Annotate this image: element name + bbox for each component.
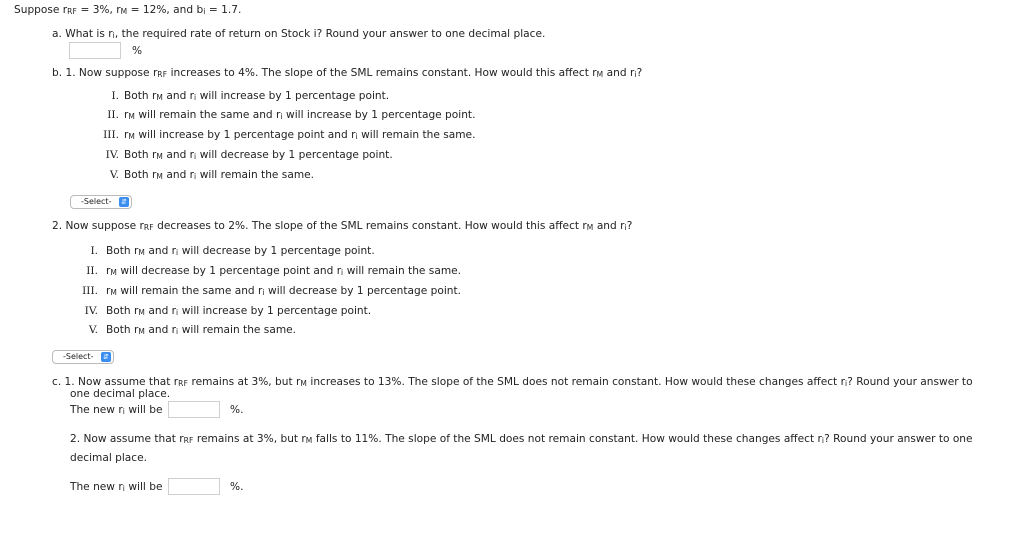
answer-c2-label [70, 480, 162, 495]
answer-c2-input[interactable] [168, 478, 220, 495]
text-segment: a. What is r [52, 28, 113, 40]
option-text [124, 148, 393, 163]
subscript: RF [178, 379, 189, 388]
text-segment: Both r [106, 324, 139, 336]
text-segment: ? Round your answer to [847, 376, 973, 388]
text-segment: will decrease by 1 percentage point and r [117, 265, 342, 277]
option-text [124, 128, 475, 143]
subscript: RF [157, 70, 168, 79]
subscript: i [821, 436, 825, 445]
question-c2-cont [70, 451, 147, 465]
text-segment: decreases to 2%. The slope of the SML remains constant. How would this affect r [153, 220, 587, 232]
subscript: i [176, 308, 179, 317]
subscript: i [194, 172, 197, 181]
text-segment: ? [626, 220, 633, 232]
subscript: M [156, 172, 164, 181]
text-segment: one decimal place. [70, 388, 171, 400]
text-segment: will be [125, 481, 163, 493]
select-b2-dropdown[interactable] [52, 350, 114, 364]
subscript: M [138, 248, 146, 257]
option-number: II. [107, 109, 119, 121]
option-number: IV. [105, 149, 119, 161]
text-segment: 2. Now assume that r [70, 433, 184, 445]
option-text [124, 168, 314, 183]
subscript: i [203, 7, 206, 16]
text-segment: decimal place. [70, 452, 148, 464]
question-c1 [52, 375, 973, 390]
subscript: M [305, 436, 313, 445]
option-text [106, 323, 296, 338]
option-number: V. [88, 324, 98, 336]
subscript: i [122, 407, 125, 416]
subscript: i [176, 248, 179, 257]
subscript: i [176, 327, 179, 336]
subscript: i [844, 379, 848, 388]
select-b1-value: -Select- [81, 197, 112, 206]
text-segment: will be [125, 404, 163, 416]
text-segment: will increase by 1 percentage point. [196, 90, 390, 102]
text-segment: The new r [70, 481, 123, 493]
text-segment: increases to 4%. The slope of the SML remains constant. How would this affect r [167, 67, 597, 79]
text-segment: and r [163, 90, 195, 102]
text-segment: and r [163, 149, 195, 161]
subscript: i [112, 31, 115, 40]
text-segment: and r [163, 169, 195, 181]
subscript: i [634, 70, 637, 79]
subscript: i [280, 112, 283, 121]
question-c1-cont [70, 387, 170, 401]
text-segment: increases to 13%. The slope of the SML does not remain constant. How would these changes affect r [307, 376, 845, 388]
subscript: i [355, 132, 358, 141]
subscript: M [138, 308, 146, 317]
text-segment: and r [145, 305, 177, 317]
option-text [124, 89, 389, 104]
text-segment: Both r [124, 149, 157, 161]
subscript: i [194, 152, 197, 161]
text-segment: will remain the same. [343, 265, 462, 277]
text-segment: falls to 11%. The slope of the SML does not remain constant. How would these changes affect r [312, 433, 822, 445]
option-number: III. [82, 285, 98, 297]
text-segment: Both r [106, 245, 139, 257]
text-segment: will increase by 1 percentage point and r [135, 129, 356, 141]
subscript: i [624, 223, 627, 232]
option-number: I. [90, 245, 98, 257]
text-segment: r [106, 265, 111, 277]
select-b1-dropdown[interactable] [70, 195, 132, 209]
subscript: M [128, 132, 136, 141]
text-segment: Both r [106, 305, 139, 317]
text-segment: c. 1. Now assume that r [52, 376, 179, 388]
unit-a: % [132, 45, 143, 57]
subscript: RF [183, 436, 194, 445]
text-segment: Both r [124, 90, 157, 102]
unit-c1: %. [230, 404, 244, 416]
answer-c1-input[interactable] [168, 401, 220, 418]
option-number: II. [86, 265, 98, 277]
option-text [106, 264, 461, 279]
text-segment: will remain the same. [196, 169, 315, 181]
subscript: M [110, 268, 118, 277]
text-segment: b. 1. Now suppose r [52, 67, 158, 79]
text-segment: and r [603, 67, 635, 79]
text-segment: will remain the same and r [135, 109, 281, 121]
text-segment: will decrease by 1 percentage point. [264, 285, 462, 297]
option-text [106, 304, 371, 319]
text-segment: r [124, 109, 129, 121]
question-b2 [52, 219, 632, 234]
chevron-updown-icon: ⇵ [119, 197, 129, 207]
subscript: RF [67, 7, 78, 16]
question-b1 [52, 66, 642, 81]
option-number: IV. [84, 305, 98, 317]
text-segment: , the required rate of return on Stock i? Round your answer to one decimal place. [114, 28, 546, 40]
option-number: V. [109, 169, 119, 181]
text-segment: will increase by 1 percentage point. [178, 305, 372, 317]
option-text [124, 108, 475, 123]
subscript: M [156, 152, 164, 161]
option-text [106, 284, 461, 299]
select-b2-value: -Select- [63, 352, 94, 361]
text-segment: Both r [124, 169, 157, 181]
text-segment: will decrease by 1 percentage point. [196, 149, 393, 161]
answer-a-input[interactable] [69, 42, 121, 59]
subscript: i [341, 268, 344, 277]
subscript: RF [143, 223, 154, 232]
subscript: i [262, 288, 265, 297]
text-segment: ? Round your answer to one [824, 433, 973, 445]
option-number: III. [103, 129, 119, 141]
text-segment: will increase by 1 percentage point. [282, 109, 476, 121]
text-segment: remains at 3%, but r [188, 376, 301, 388]
subscript: M [586, 223, 594, 232]
problem-intro [14, 3, 241, 18]
chevron-updown-icon: ⇵ [101, 352, 111, 362]
text-segment: ? [636, 67, 643, 79]
text-segment: 2. Now suppose r [52, 220, 144, 232]
text-segment: Suppose r [14, 4, 68, 16]
unit-c2: %. [230, 481, 244, 493]
text-segment: will decrease by 1 percentage point. [178, 245, 375, 257]
subscript: i [122, 484, 125, 493]
text-segment: and r [593, 220, 625, 232]
text-segment: and r [145, 324, 177, 336]
subscript: M [110, 288, 118, 297]
text-segment: r [106, 285, 111, 297]
text-segment: will remain the same. [357, 129, 476, 141]
answer-c1-label [70, 403, 162, 418]
subscript: M [156, 93, 164, 102]
text-segment: remains at 3%, but r [193, 433, 306, 445]
question-c2 [70, 432, 973, 447]
subscript: M [300, 379, 308, 388]
text-segment: The new r [70, 404, 123, 416]
text-segment: = 3%, r [77, 4, 121, 16]
text-segment: r [124, 129, 129, 141]
text-segment: = 12%, and b [127, 4, 204, 16]
text-segment: and r [145, 245, 177, 257]
option-number: I. [111, 90, 119, 102]
text-segment: will remain the same. [178, 324, 297, 336]
option-text [106, 244, 375, 259]
text-segment: = 1.7. [205, 4, 242, 16]
subscript: M [596, 70, 604, 79]
subscript: M [138, 327, 146, 336]
question-a [52, 27, 545, 42]
subscript: M [120, 7, 128, 16]
subscript: M [128, 112, 136, 121]
subscript: i [194, 93, 197, 102]
text-segment: will remain the same and r [117, 285, 263, 297]
